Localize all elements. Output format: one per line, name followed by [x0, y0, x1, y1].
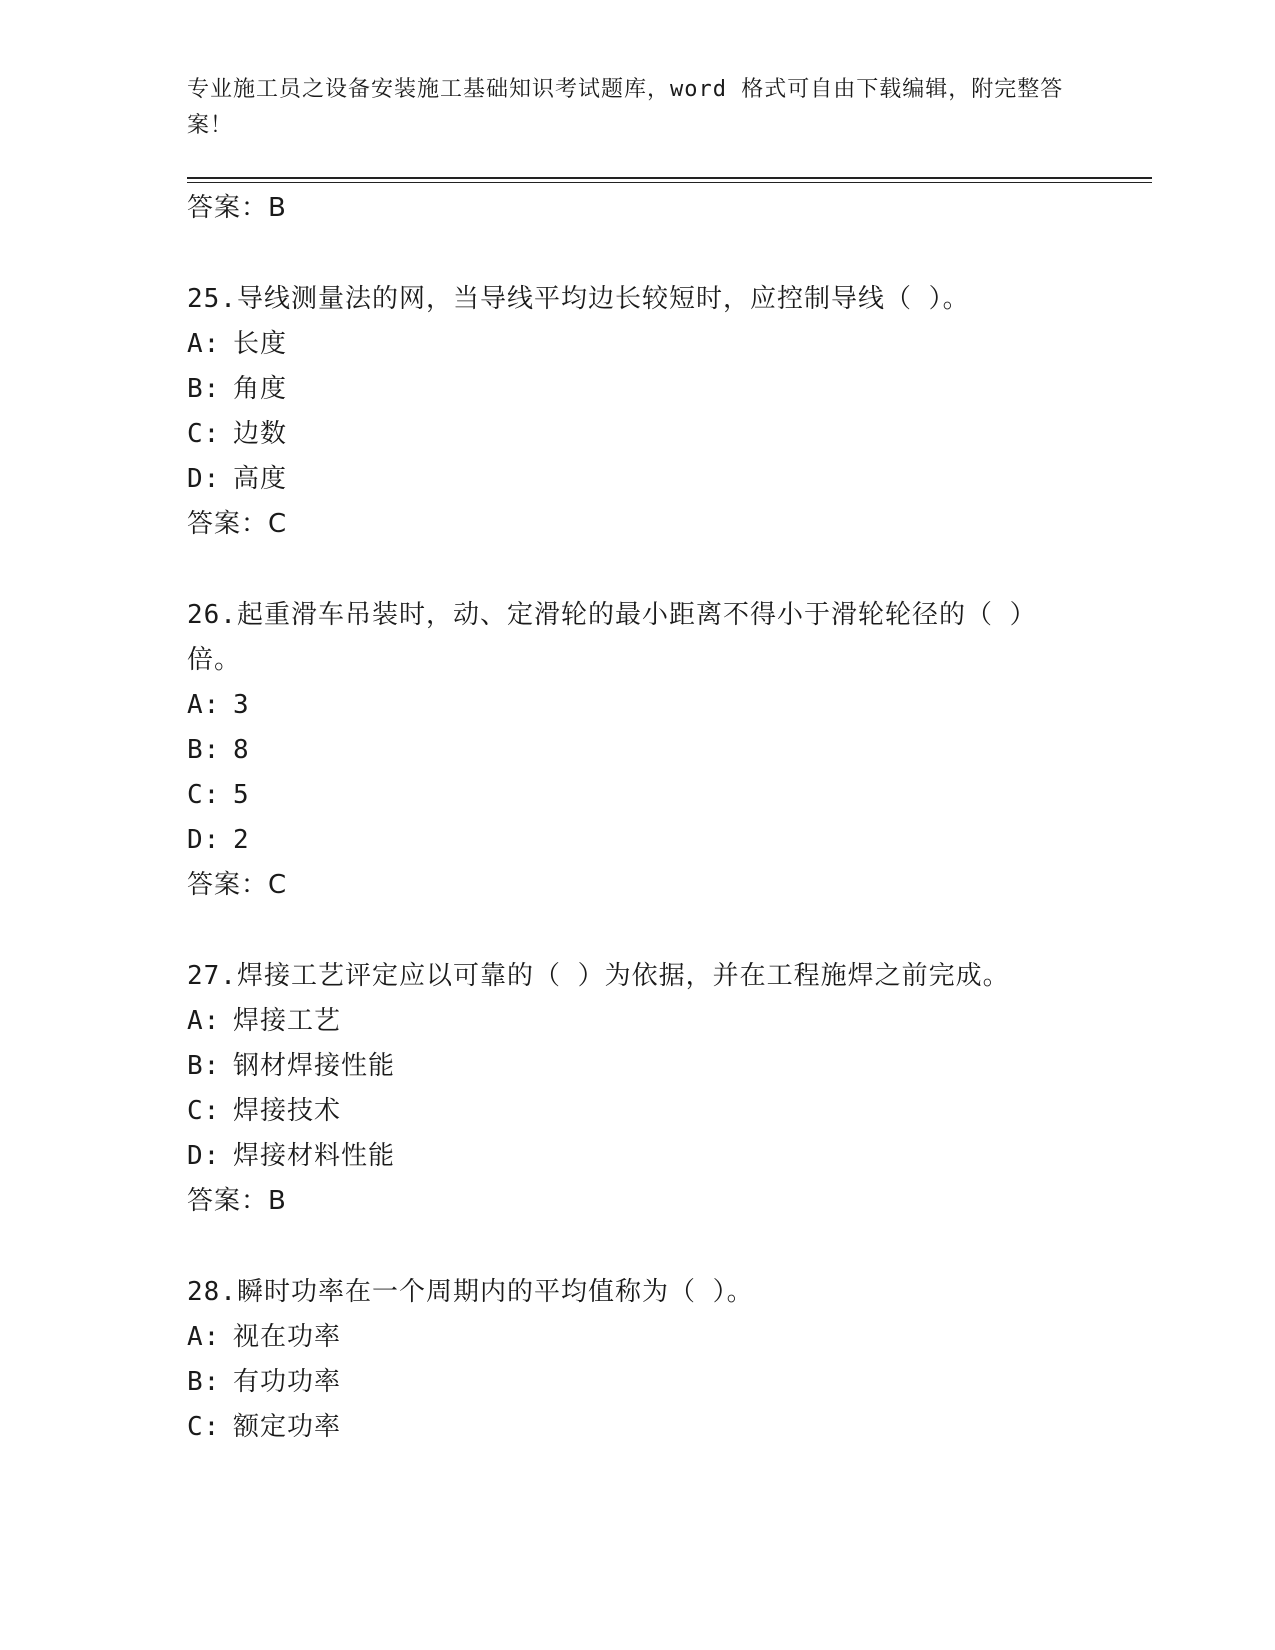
- option-text: 长度: [233, 329, 288, 359]
- option-c: [187, 1089, 1067, 1134]
- option-c: [187, 773, 1067, 818]
- option-d: [187, 818, 1067, 863]
- question-item: [187, 277, 1067, 547]
- option-text: 3: [233, 690, 250, 720]
- header-divider-thick: [187, 177, 1152, 179]
- answer-line: 答案：B: [187, 1186, 287, 1216]
- option-letter: C:: [187, 780, 221, 810]
- option-text: 焊接技术: [233, 1096, 342, 1126]
- question-stem: 26.起重滑车吊装时，动、定滑轮的最小距离不得小于滑轮轮径的（ ）倍。: [187, 600, 1037, 675]
- answer-line: 答案：C: [187, 509, 288, 539]
- option-letter: B:: [187, 1367, 221, 1397]
- answer-line: 答案：C: [187, 870, 288, 900]
- option-letter: B:: [187, 1051, 221, 1081]
- option-b: [187, 367, 1067, 412]
- spacer: [187, 231, 1067, 277]
- option-letter: A:: [187, 1006, 221, 1036]
- question-item: [187, 1270, 1067, 1450]
- option-letter: C:: [187, 1412, 221, 1442]
- option-d: [187, 1134, 1067, 1179]
- option-text: 焊接材料性能: [233, 1141, 396, 1171]
- option-letter: B:: [187, 735, 221, 765]
- option-letter: D:: [187, 464, 221, 494]
- option-letter: A:: [187, 329, 221, 359]
- question-list: [187, 186, 1067, 1450]
- spacer: [187, 547, 1067, 593]
- question-stem: 27.焊接工艺评定应以可靠的（ ）为依据，并在工程施焊之前完成。: [187, 961, 1010, 991]
- option-letter: D:: [187, 825, 221, 855]
- option-b: [187, 728, 1067, 773]
- header-divider-thin: [187, 182, 1152, 183]
- option-letter: B:: [187, 374, 221, 404]
- option-a: [187, 1315, 1067, 1360]
- option-b: [187, 1044, 1067, 1089]
- option-text: 钢材焊接性能: [233, 1051, 396, 1081]
- option-text: 5: [233, 780, 250, 810]
- option-text: 高度: [233, 464, 288, 494]
- option-c: [187, 1405, 1067, 1450]
- option-text: 焊接工艺: [233, 1006, 342, 1036]
- page-header: 专业施工员之设备安装施工基础知识考试题库，word 格式可自由下载编辑，附完整答案！: [187, 77, 1064, 138]
- option-text: 有功功率: [233, 1367, 342, 1397]
- option-text: 额定功率: [233, 1412, 342, 1442]
- spacer: [187, 908, 1067, 954]
- option-a: [187, 322, 1067, 367]
- option-letter: A:: [187, 690, 221, 720]
- question-item: [187, 954, 1067, 1224]
- question-stem: 28.瞬时功率在一个周期内的平均值称为（ ）。: [187, 1277, 754, 1307]
- answer-line: 答案：B: [187, 193, 287, 223]
- option-text: 角度: [233, 374, 288, 404]
- question-stem: 25.导线测量法的网，当导线平均边长较短时，应控制导线（ ）。: [187, 284, 970, 314]
- option-b: [187, 1360, 1067, 1405]
- option-a: [187, 683, 1067, 728]
- option-text: 边数: [233, 419, 288, 449]
- question-item: [187, 593, 1067, 908]
- option-letter: C:: [187, 419, 221, 449]
- option-text: 8: [233, 735, 250, 765]
- option-letter: A:: [187, 1322, 221, 1352]
- option-d: [187, 457, 1067, 502]
- option-a: [187, 999, 1067, 1044]
- option-text: 2: [233, 825, 250, 855]
- option-letter: D:: [187, 1141, 221, 1171]
- option-text: 视在功率: [233, 1322, 342, 1352]
- option-letter: C:: [187, 1096, 221, 1126]
- option-c: [187, 412, 1067, 457]
- spacer: [187, 1224, 1067, 1270]
